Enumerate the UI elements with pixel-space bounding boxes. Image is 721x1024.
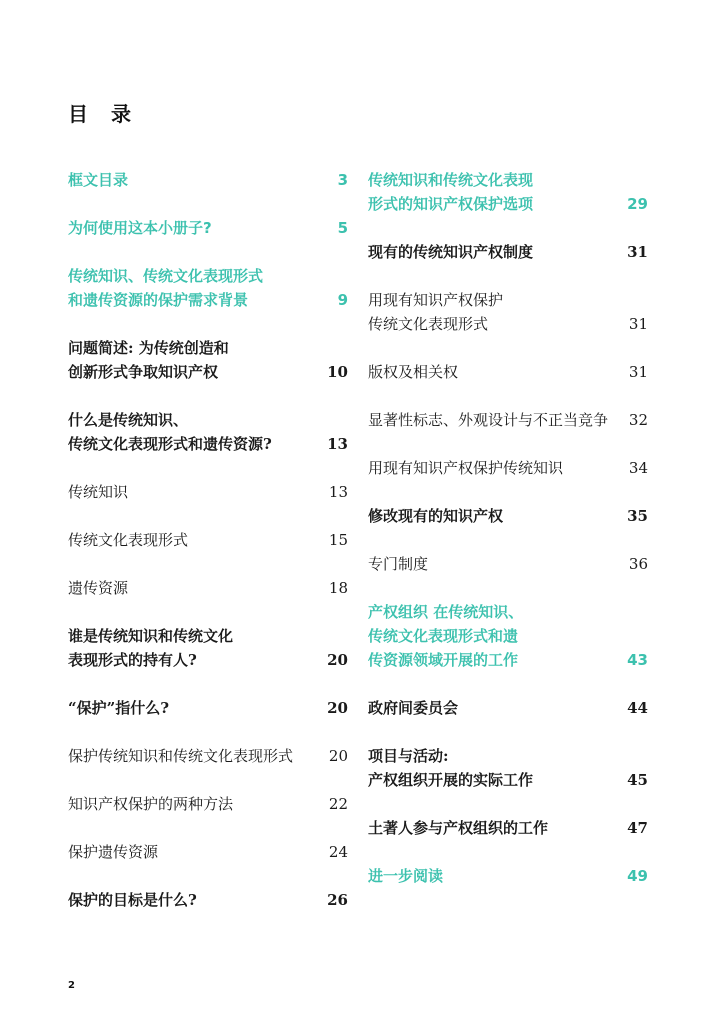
toc-entry-title [368,168,618,216]
toc-entry-title-line: 传统知识和传统文化表现 [368,171,534,189]
toc-entry-title-line: 现有的传统知识产权制度 [368,243,534,261]
toc-entry-page-number: 20 [328,747,348,765]
toc-entry-page-number: 34 [628,459,648,477]
toc-entry-title-line: 进一步阅读 [368,867,444,885]
toc-entry-page-number: 13 [328,483,348,501]
toc-entry[interactable] [368,408,648,432]
toc-entry[interactable] [368,552,648,576]
toc-entry-title [368,696,618,720]
toc-entry-title-line: 传统知识 [68,483,129,501]
toc-entry[interactable] [68,696,348,720]
toc-entry-title-line: 传资源领域开展的工作 [368,651,519,669]
toc-entry[interactable] [68,336,348,384]
toc-entry-title [368,816,618,840]
toc-entry-title [68,888,318,912]
toc-entry-title [68,792,318,816]
toc-entry-title-line: 用现有知识产权保护 [368,291,504,309]
toc-entry-page-number: 43 [627,651,648,669]
toc-entry-title [68,408,318,456]
toc-entry[interactable] [68,576,348,600]
toc-entry-title [368,456,618,480]
toc-entry-page-number: 45 [627,771,648,789]
toc-entry-page-number: 24 [328,843,348,861]
toc-entry-title-line: 传统文化表现形式和遗传资源? [68,435,272,453]
toc-entry-title-line: 表现形式的持有人? [68,651,197,669]
toc-entry-title [68,528,318,552]
toc-entry-title-line: 创新形式争取知识产权 [68,363,219,381]
toc-entry-title [68,840,318,864]
toc-entry-title-line: 保护传统知识和传统文化表现形式 [68,747,294,765]
toc-entry-page-number: 26 [327,891,348,909]
toc-entry[interactable] [368,816,648,840]
toc-entry[interactable] [368,504,648,528]
toc-entry-page-number: 22 [328,795,348,813]
toc-entry[interactable] [368,360,648,384]
toc-entry-page-number: 29 [627,195,648,213]
toc-entry-title-line: 项目与活动: [368,747,449,765]
toc-entry[interactable] [68,216,348,240]
toc-entry-title-line: 传统知识、传统文化表现形式 [68,267,264,285]
toc-entry[interactable] [368,168,648,216]
toc-entry-title [368,600,618,672]
toc-entry-title [68,264,318,312]
toc-entry-title [68,624,318,672]
toc-entry-title [68,744,318,768]
toc-entry-page-number: 9 [337,291,348,309]
toc-entry-title-line: 遗传资源 [68,579,129,597]
toc-entry-title [368,744,618,792]
toc-entry-title-line: 为何使用这本小册子? [68,219,212,237]
page-number: 2 [68,980,75,991]
toc-entry-title-line: 传统文化表现形式 [368,315,489,333]
toc-entry-page-number: 10 [327,363,348,381]
toc-entry-title-line: 知识产权保护的两种方法 [68,795,234,813]
toc-entry-page-number: 35 [627,507,648,525]
toc-entry[interactable] [68,480,348,504]
toc-entry-page-number: 49 [627,867,648,885]
toc-entry-title-line: 政府间委员会 [368,699,459,717]
toc-entry-page-number: 31 [628,315,648,333]
toc-entry-title-line: 产权组织 在传统知识、 [368,603,524,621]
toc-entry-title-line: 保护的目标是什么? [68,891,197,909]
toc-entry[interactable] [368,288,648,336]
toc-entry-title-line: 框文目录 [68,171,129,189]
toc-entry-title-line: 问题简述: 为传统创造和 [68,339,229,357]
toc-entry-title-line: 保护遗传资源 [68,843,159,861]
toc-entry-title [68,336,318,384]
toc-entry[interactable] [68,888,348,912]
toc-entry-page-number: 18 [328,579,348,597]
toc-entry[interactable] [68,840,348,864]
toc-entry-title [368,408,618,432]
toc-entry-page-number: 20 [327,699,348,717]
toc-entry-title-line: 显著性标志、外观设计与不正当竞争 [368,411,609,429]
toc-entry-title-line: 什么是传统知识、 [68,411,189,429]
toc-entry-title [68,480,318,504]
toc-entry-title [368,504,618,528]
toc-entry[interactable] [368,696,648,720]
page-title: 目 录 [68,102,139,126]
toc-entry-title-line: “保护”指什么? [68,699,170,717]
toc-entry-page-number: 44 [627,699,648,717]
toc-entry[interactable] [68,792,348,816]
toc-entry-title [368,240,618,264]
toc-entry[interactable] [68,168,348,192]
toc-entry[interactable] [68,528,348,552]
toc-entry-title [68,168,318,192]
toc-entry[interactable] [68,264,348,312]
toc-entry-title [368,360,618,384]
toc-entry-title [68,216,318,240]
toc-entry-page-number: 32 [628,411,648,429]
toc-entry[interactable] [368,456,648,480]
toc-entry-page-number: 3 [337,171,348,189]
toc-entry-title-line: 传统文化表现形式和遗 [368,627,519,645]
toc-entry-title-line: 传统文化表现形式 [68,531,189,549]
toc-entry-page-number: 47 [627,819,648,837]
toc-entry[interactable] [68,744,348,768]
toc-entry-title [368,552,618,576]
toc-entry[interactable] [68,408,348,456]
toc-entry-page-number: 20 [327,651,348,669]
toc-entry-page-number: 15 [328,531,348,549]
toc-entry[interactable] [368,240,648,264]
toc-entry-page-number: 36 [628,555,648,573]
toc-entry-title [368,864,618,888]
toc-entry[interactable] [368,864,648,888]
toc-entry-title-line: 版权及相关权 [368,363,459,381]
toc-entry[interactable] [368,744,648,792]
toc-entry-title-line: 修改现有的知识产权 [368,507,504,525]
toc-entry-title-line: 形式的知识产权保护选项 [368,195,534,213]
toc-entry-title [68,576,318,600]
toc-entry-title-line: 谁是传统知识和传统文化 [68,627,234,645]
toc-entry-page-number: 31 [628,363,648,381]
toc-entry-title [68,696,318,720]
toc-entry[interactable] [368,600,648,672]
toc-entry-title-line: 用现有知识产权保护传统知识 [368,459,564,477]
toc-entry-title-line: 专门制度 [368,555,429,573]
toc-entry-page-number: 5 [337,219,348,237]
toc-entry-title-line: 和遗传资源的保护需求背景 [68,291,249,309]
toc-entry-title-line: 土著人参与产权组织的工作 [368,819,549,837]
toc-entry-title-line: 产权组织开展的实际工作 [368,771,534,789]
toc-entry-title [368,288,618,336]
toc-entry-page-number: 31 [627,243,648,261]
toc-entry[interactable] [68,624,348,672]
toc-entry-page-number: 13 [327,435,348,453]
